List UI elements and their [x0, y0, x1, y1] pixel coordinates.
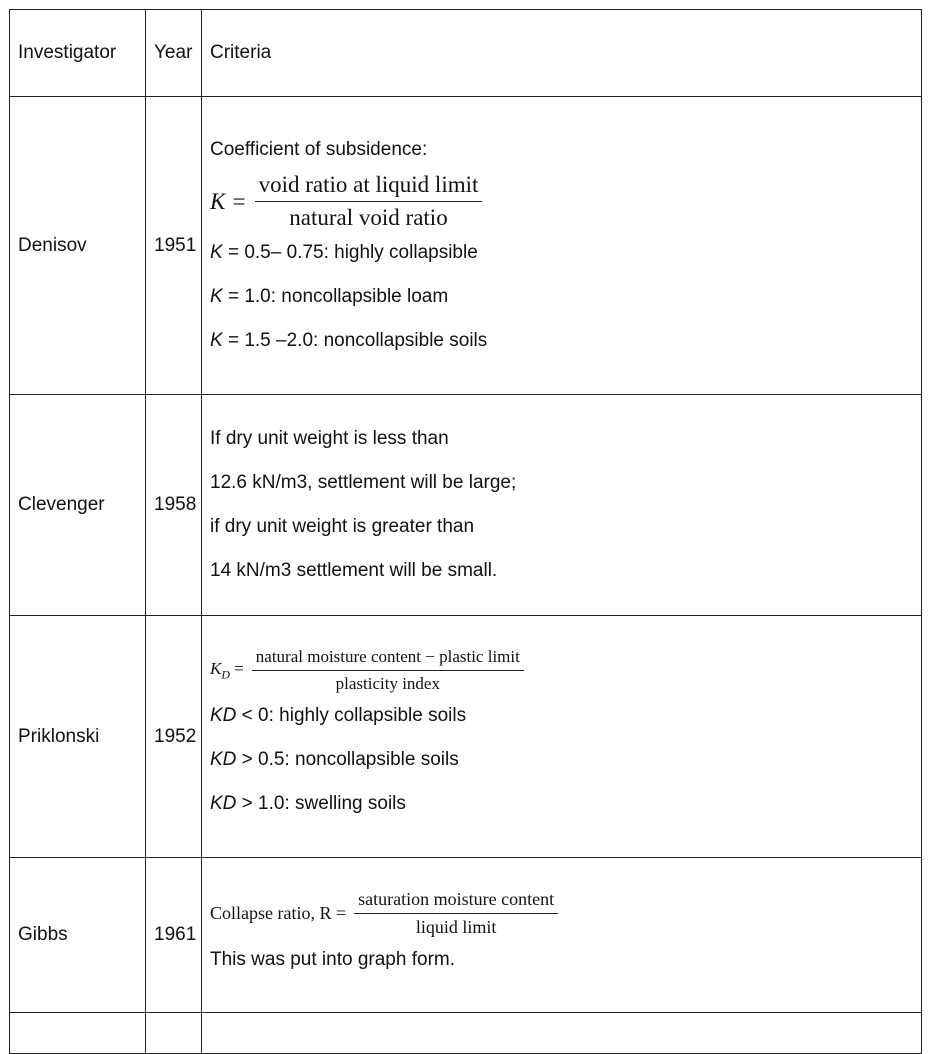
criteria-intro: Coefficient of subsidence: [210, 139, 428, 160]
header-year: Year [146, 10, 202, 97]
year-cell: 1952 [146, 616, 202, 858]
year-cell [146, 1013, 202, 1054]
formula-lhs [210, 659, 244, 682]
criteria-text: = 1.5 –2.0: noncollapsible soils [222, 330, 488, 351]
formula-lhs: K = [210, 188, 247, 214]
table-row [10, 1013, 922, 1054]
criteria-cell [202, 1013, 922, 1054]
table-row [10, 395, 922, 616]
fraction-numerator: natural moisture content − plastic limit [252, 647, 524, 671]
criteria-cell [202, 616, 922, 858]
fraction-numerator: saturation moisture content [354, 889, 558, 914]
investigator-cell: Denisov [10, 97, 146, 395]
formula-lhs: Collapse ratio, R = [210, 902, 347, 923]
criteria-line: 14 kN/m3 settlement will be small. [210, 560, 498, 581]
table-row [10, 97, 922, 395]
formula-subscript: D [221, 667, 230, 682]
formula [210, 889, 921, 938]
criteria-line [210, 275, 921, 319]
year-cell: 1961 [146, 858, 202, 1013]
table-header-row [10, 10, 922, 97]
criteria-text: > 0.5: noncollapsible soils [236, 749, 459, 770]
header-investigator: Investigator [10, 10, 146, 97]
criteria-var: KD [210, 749, 237, 770]
investigator-cell: Gibbs [10, 858, 146, 1013]
criteria-line [210, 782, 921, 826]
criteria-var: K [210, 242, 223, 263]
collapse-criteria-table [9, 9, 922, 1054]
fraction-numerator: void ratio at liquid limit [255, 172, 483, 202]
criteria-line [210, 738, 921, 782]
fraction [255, 172, 483, 231]
criteria-line [210, 231, 921, 275]
header-criteria: Criteria [202, 10, 922, 97]
fraction-denominator: liquid limit [415, 916, 497, 937]
criteria-cell [202, 395, 922, 616]
criteria-cell [202, 97, 922, 395]
fraction [252, 647, 524, 694]
criteria-line: if dry unit weight is greater than [210, 516, 475, 537]
criteria-text: > 1.0: swelling soils [236, 793, 406, 814]
criteria-line [210, 319, 921, 363]
formula [210, 172, 921, 231]
formula-var: K [210, 658, 222, 678]
year-cell: 1951 [146, 97, 202, 395]
table-row [10, 616, 922, 858]
investigator-cell [10, 1013, 146, 1054]
criteria-text: = 0.5– 0.75: highly collapsible [222, 242, 478, 263]
criteria-line: 12.6 kN/m3, settlement will be large; [210, 472, 517, 493]
criteria-var: KD [210, 793, 237, 814]
investigator-cell: Clevenger [10, 395, 146, 616]
table-row [10, 858, 922, 1013]
formula [210, 647, 921, 694]
criteria-text: = 1.0: noncollapsible loam [222, 286, 449, 307]
criteria-var: K [210, 286, 223, 307]
year-cell: 1958 [146, 395, 202, 616]
investigator-cell: Priklonski [10, 616, 146, 858]
criteria-var: K [210, 330, 223, 351]
criteria-line: If dry unit weight is less than [210, 428, 449, 449]
formula-equals: = [229, 658, 244, 678]
criteria-text: < 0: highly collapsible soils [236, 705, 467, 726]
criteria-var: KD [210, 705, 237, 726]
criteria-cell [202, 858, 922, 1013]
criteria-note: This was put into graph form. [210, 948, 455, 970]
fraction [354, 889, 558, 938]
fraction-denominator: plasticity index [335, 674, 440, 693]
criteria-line [210, 694, 921, 738]
fraction-denominator: natural void ratio [289, 205, 448, 230]
